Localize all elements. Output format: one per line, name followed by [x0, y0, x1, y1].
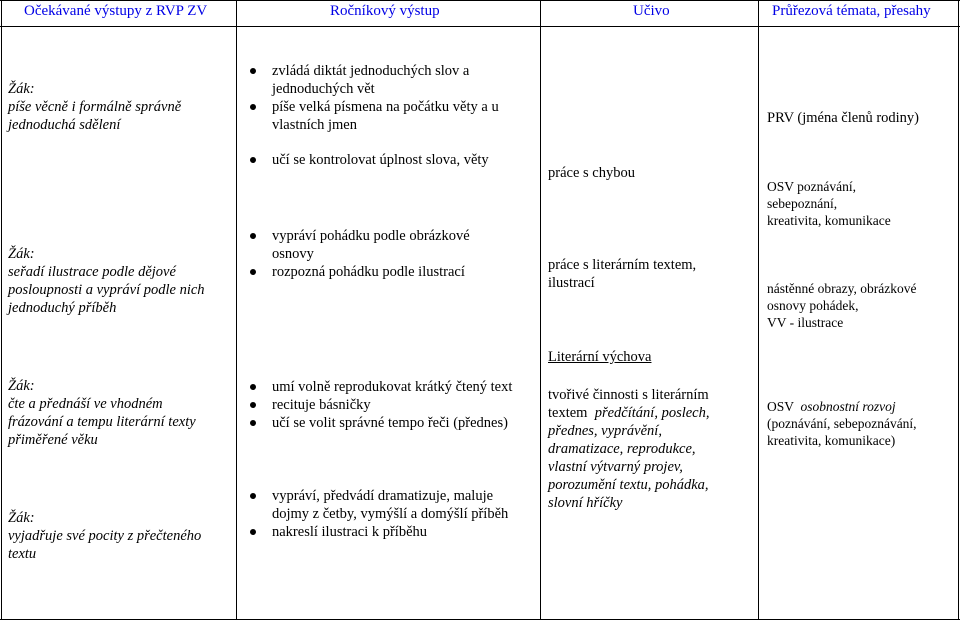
- curriculum-line: porozumění textu, pohádka,: [548, 477, 709, 493]
- curriculum-text: předčítání, poslech,: [594, 405, 710, 421]
- pupil-label: Žák:: [8, 510, 35, 526]
- grid-line: [0, 26, 960, 27]
- row3-outcome-b: [8, 509, 201, 563]
- curriculum-line: [548, 404, 710, 422]
- section-heading: Literární výchova: [548, 349, 652, 365]
- table-header: [0, 0, 960, 26]
- list-item: zvládá diktát jednoduchých slov a: [242, 62, 499, 80]
- themes-line: (poznávání, sebepoznávání,: [767, 416, 917, 431]
- outcome-line: textu: [8, 546, 37, 562]
- grid-line: [236, 0, 237, 620]
- grid-line: [958, 0, 959, 620]
- themes-text: osobnostní rozvoj: [800, 399, 896, 414]
- row2-curriculum-b: [548, 256, 696, 292]
- list-item: rozpozná pohádku podle ilustrací: [242, 263, 470, 281]
- outcome-line: čte a přednáší ve vhodném: [8, 396, 163, 412]
- themes-line: nástěnné obrazy, obrázkové: [767, 281, 917, 296]
- grid-line: [758, 0, 759, 620]
- themes-line: VV - ilustrace: [767, 315, 844, 330]
- curriculum-line: práce s literárním textem,: [548, 257, 697, 273]
- list-item: osnovy: [272, 246, 314, 262]
- list-item: učí se volit správné tempo řeči (přednes): [242, 414, 512, 432]
- curriculum-line: ilustrací: [548, 275, 595, 291]
- outcome-line: frázování a tempu literární texty: [8, 414, 196, 430]
- outcome-line: jednoduchá sdělení: [8, 117, 121, 133]
- header-col-themes: Průřezová témata, přesahy: [772, 3, 931, 19]
- row2-annual-list-b: [242, 227, 470, 281]
- pupil-label: Žák:: [8, 81, 35, 97]
- themes-line: osnovy pohádek,: [767, 298, 859, 313]
- curriculum-line: přednes, vyprávění,: [548, 423, 662, 439]
- header-col-curriculum: Učivo: [633, 3, 670, 19]
- row3-annual-list-b: [242, 487, 508, 541]
- list-item: učí se kontrolovat úplnost slova, věty: [242, 151, 489, 169]
- row2-outcome: [8, 245, 205, 317]
- row1-themes: PRV (jména členů rodiny): [767, 110, 920, 126]
- row1-annual-list: [242, 62, 499, 134]
- row3-themes: [767, 398, 917, 449]
- list-item: umí volně reprodukovat krátký čtený text: [242, 378, 512, 396]
- themes-line: kreativita, komunikace): [767, 433, 896, 448]
- list-item: píše velká písmena na počátku věty a u: [242, 98, 499, 116]
- list-item: vypráví pohádku podle obrázkové: [242, 227, 470, 245]
- row3-annual-list-a: [242, 378, 512, 432]
- curriculum-line: dramatizace, reprodukce,: [548, 441, 696, 457]
- outcome-line: seřadí ilustrace podle dějové: [8, 264, 176, 280]
- row1-outcome: [8, 80, 181, 134]
- outcome-line: přiměřené věku: [8, 432, 98, 448]
- row3-outcome-a: [8, 377, 196, 449]
- curriculum-text: textem: [548, 405, 595, 421]
- grid-line: [0, 0, 960, 1]
- curriculum-line: vlastní výtvarný projev,: [548, 459, 683, 475]
- outcome-line: posloupnosti a vypráví podle nich: [8, 282, 205, 298]
- row2-themes-b: [767, 280, 916, 331]
- list-item: jednoduchých vět: [272, 81, 375, 97]
- pupil-label: Žák:: [8, 246, 35, 262]
- row3-curriculum: [548, 386, 710, 512]
- pupil-label: Žák:: [8, 378, 35, 394]
- list-item: vypráví, předvádí dramatizuje, maluje: [242, 487, 508, 505]
- grid-line: [540, 0, 541, 620]
- outcome-line: vyjadřuje své pocity z přečteného: [8, 528, 202, 544]
- row2-themes-a: [767, 178, 891, 229]
- themes-line: OSV poznávání,: [767, 179, 856, 194]
- outcome-line: jednoduchý příběh: [8, 300, 117, 316]
- curriculum-line: slovní hříčky: [548, 495, 623, 511]
- grid-line: [1, 0, 2, 620]
- list-item: nakreslí ilustraci k příběhu: [242, 523, 508, 541]
- list-item: recituje básničky: [242, 396, 512, 414]
- themes-text: OSV: [767, 399, 801, 414]
- outcome-line: píše věcně i formálně správně: [8, 99, 182, 115]
- themes-line: sebepoznání,: [767, 196, 838, 211]
- row2-annual-list-a: [242, 151, 489, 169]
- header-col-outcomes: Očekávané výstupy z RVP ZV: [24, 3, 208, 19]
- themes-line: [767, 398, 917, 415]
- themes-line: kreativita, komunikace: [767, 213, 891, 228]
- header-col-annual: Ročníkový výstup: [330, 3, 440, 19]
- curriculum-line: tvořivé činnosti s literárním: [548, 387, 709, 403]
- row2-curriculum-a: práce s chybou: [548, 165, 635, 181]
- list-item: dojmy z četby, vymýšlí a domýšlí příběh: [272, 506, 509, 522]
- list-item: vlastních jmen: [272, 117, 357, 133]
